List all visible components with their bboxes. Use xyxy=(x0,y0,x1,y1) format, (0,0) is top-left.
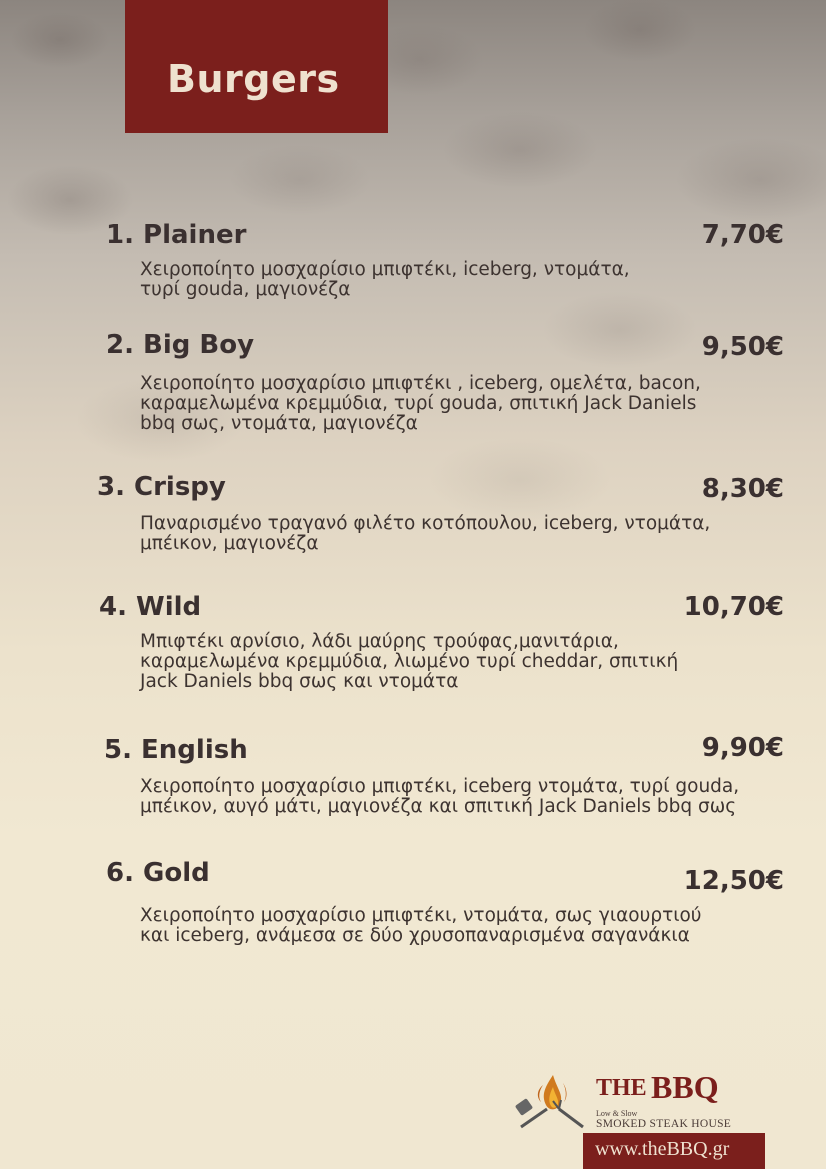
item-description xyxy=(140,906,702,946)
logo-the: THE xyxy=(596,1075,647,1101)
description-line: Χειροποίητο μοσχαρίσιο μπιφτέκι, ντομάτα, σως γιαουρτιού xyxy=(140,905,702,926)
description-line: bbq σως, ντομάτα, μαγιονέζα xyxy=(140,413,418,434)
item-price: 8,30€ xyxy=(701,474,784,504)
item-price: 7,70€ xyxy=(701,220,784,250)
description-line: και iceberg, ανάμεσα σε δύο χρυσοπαναρισμένα σαγανάκια xyxy=(140,925,690,946)
description-line: Jack Daniels bbq σως και ντομάτα xyxy=(140,671,459,692)
item-description xyxy=(140,777,739,817)
item-name: 6. Gold xyxy=(106,858,210,888)
website-link[interactable]: www.theBBQ.gr xyxy=(595,1138,730,1160)
description-line: Χειροποίητο μοσχαρίσιο μπιφτέκι, iceberg, ντομάτα, xyxy=(140,259,630,280)
description-line: Μπιφτέκι αρνίσιο, λάδι μαύρης τρούφας,μανιτάρια, xyxy=(140,631,619,652)
description-line: Χειροποίητο μοσχαρίσιο μπιφτέκι , iceberg, ομελέτα, bacon, xyxy=(140,373,701,394)
description-line: μπέικον, αυγό μάτι, μαγιονέζα και σπιτική Jack Daniels bbq σως xyxy=(140,796,737,817)
item-description xyxy=(140,514,710,554)
item-name: 3. Crispy xyxy=(97,472,226,502)
description-line: τυρί gouda, μαγιονέζα xyxy=(140,279,351,300)
brand-logo xyxy=(503,1063,765,1169)
item-name: 5. English xyxy=(104,735,248,765)
description-line: Χειροποίητο μοσχαρίσιο μπιφτέκι, iceberg ντομάτα, τυρί gouda, xyxy=(140,776,740,797)
section-title: Burgers xyxy=(167,57,340,101)
description-line: καραμελωμένα κρεμμύδια, τυρί gouda, σπιτική Jack Daniels xyxy=(140,393,697,414)
description-line: καραμελωμένα κρεμμύδια, λιωμένο τυρί cheddar, σπιτική xyxy=(140,651,679,672)
item-price: 9,50€ xyxy=(701,332,784,362)
description-line: μπέικον, μαγιονέζα xyxy=(140,533,319,554)
item-price: 9,90€ xyxy=(701,733,784,763)
item-price: 12,50€ xyxy=(683,866,784,896)
flame-fork-icon xyxy=(513,1071,591,1133)
logo-tagline-small: Low & Slow xyxy=(596,1109,638,1118)
logo-tagline: SMOKED STEAK HOUSE xyxy=(596,1118,732,1130)
item-description xyxy=(140,632,678,692)
description-line: Παναρισμένο τραγανό φιλέτο κοτόπουλου, iceberg, ντομάτα, xyxy=(140,513,711,534)
logo-bbq: BBQ xyxy=(651,1069,719,1105)
item-price: 10,70€ xyxy=(683,592,784,622)
item-name: 4. Wild xyxy=(99,592,202,622)
item-description xyxy=(140,374,701,434)
section-header xyxy=(125,0,388,133)
item-name: 1. Plainer xyxy=(106,220,247,250)
item-description xyxy=(140,260,630,300)
item-name: 2. Big Boy xyxy=(106,330,255,360)
